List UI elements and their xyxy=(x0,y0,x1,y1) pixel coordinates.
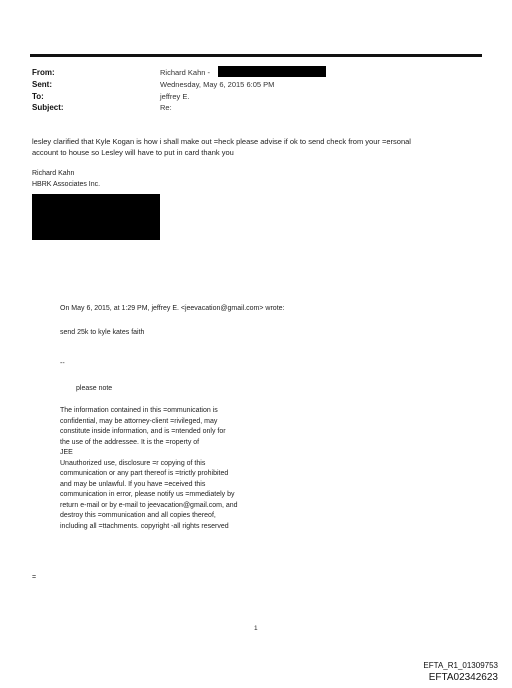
redaction-box xyxy=(218,66,326,77)
header-rule xyxy=(30,54,482,57)
sent-value: Wednesday, May 6, 2015 6:05 PM xyxy=(160,80,275,89)
disclaimer-line: constitute inside information, and is =ntended only for xyxy=(60,428,226,435)
disclaimer-line: return e-mail or by e-mail to jeevacation@gmail.com, and xyxy=(60,501,238,509)
disclaimer-line: including all =ttachments. copyright -all rights reserved xyxy=(60,522,229,530)
disclaimer-line: the use of the addressee. It is the =roperty of xyxy=(60,438,200,446)
disclaimer-line: destroy this =ommunication and all copies thereof, xyxy=(60,512,216,519)
subject-value: Re: xyxy=(160,103,172,112)
message-body xyxy=(32,137,411,158)
signature-company: HBRK Associates Inc. xyxy=(32,180,101,188)
to-value: jeffrey E. xyxy=(160,92,190,101)
from-label: From: xyxy=(32,68,55,77)
disclaimer-line: and may be unlawful. If you have =eceived this xyxy=(60,480,206,488)
footer-id-secondary: EFTA02342623 xyxy=(428,672,498,683)
footer-id-primary: EFTA_R1_01309753 xyxy=(423,661,498,670)
signature-name: Richard Kahn xyxy=(32,170,75,177)
to-label: To: xyxy=(32,92,44,101)
signature-block xyxy=(32,169,100,190)
disclaimer-block xyxy=(60,406,238,532)
disclaimer-line: communication or any part thereof is =trictly prohibited xyxy=(60,470,229,477)
obscured-text-fragment xyxy=(36,236,96,239)
disclaimer-line: confidential, may be attorney-client =rivileged, may xyxy=(60,417,218,425)
note-title: please note xyxy=(76,385,113,392)
subject-label: Subject: xyxy=(32,103,64,112)
disclaimer-line: Unauthorized use, disclosure =r copying of this xyxy=(60,459,206,467)
disclaimer-line: JEE xyxy=(60,449,73,456)
message-line: lesley clarified that Kyle Kogan is how i shall make out =heck please advise if ok to send check from your =ersonal xyxy=(32,137,411,146)
quoted-intro: On May 6, 2015, at 1:29 PM, jeffrey E. <jeevacation@gmail.com> wrote: xyxy=(60,305,285,312)
quoted-separator: -- xyxy=(60,360,65,367)
disclaimer-line: The information contained in this =ommunication is xyxy=(60,407,218,414)
page-number: 1 xyxy=(254,625,258,632)
sent-label: Sent: xyxy=(32,80,52,89)
disclaimer-line: communication in error, please notify us =mmediately by xyxy=(60,491,235,498)
trailing-mark: = xyxy=(32,574,37,581)
quoted-body: send 25k to kyle kates faith xyxy=(60,329,145,336)
redaction-box xyxy=(32,194,160,240)
from-value: Richard Kahn - xyxy=(160,68,211,77)
message-line: account to house so Lesley will have to put in card thank you xyxy=(32,147,234,157)
